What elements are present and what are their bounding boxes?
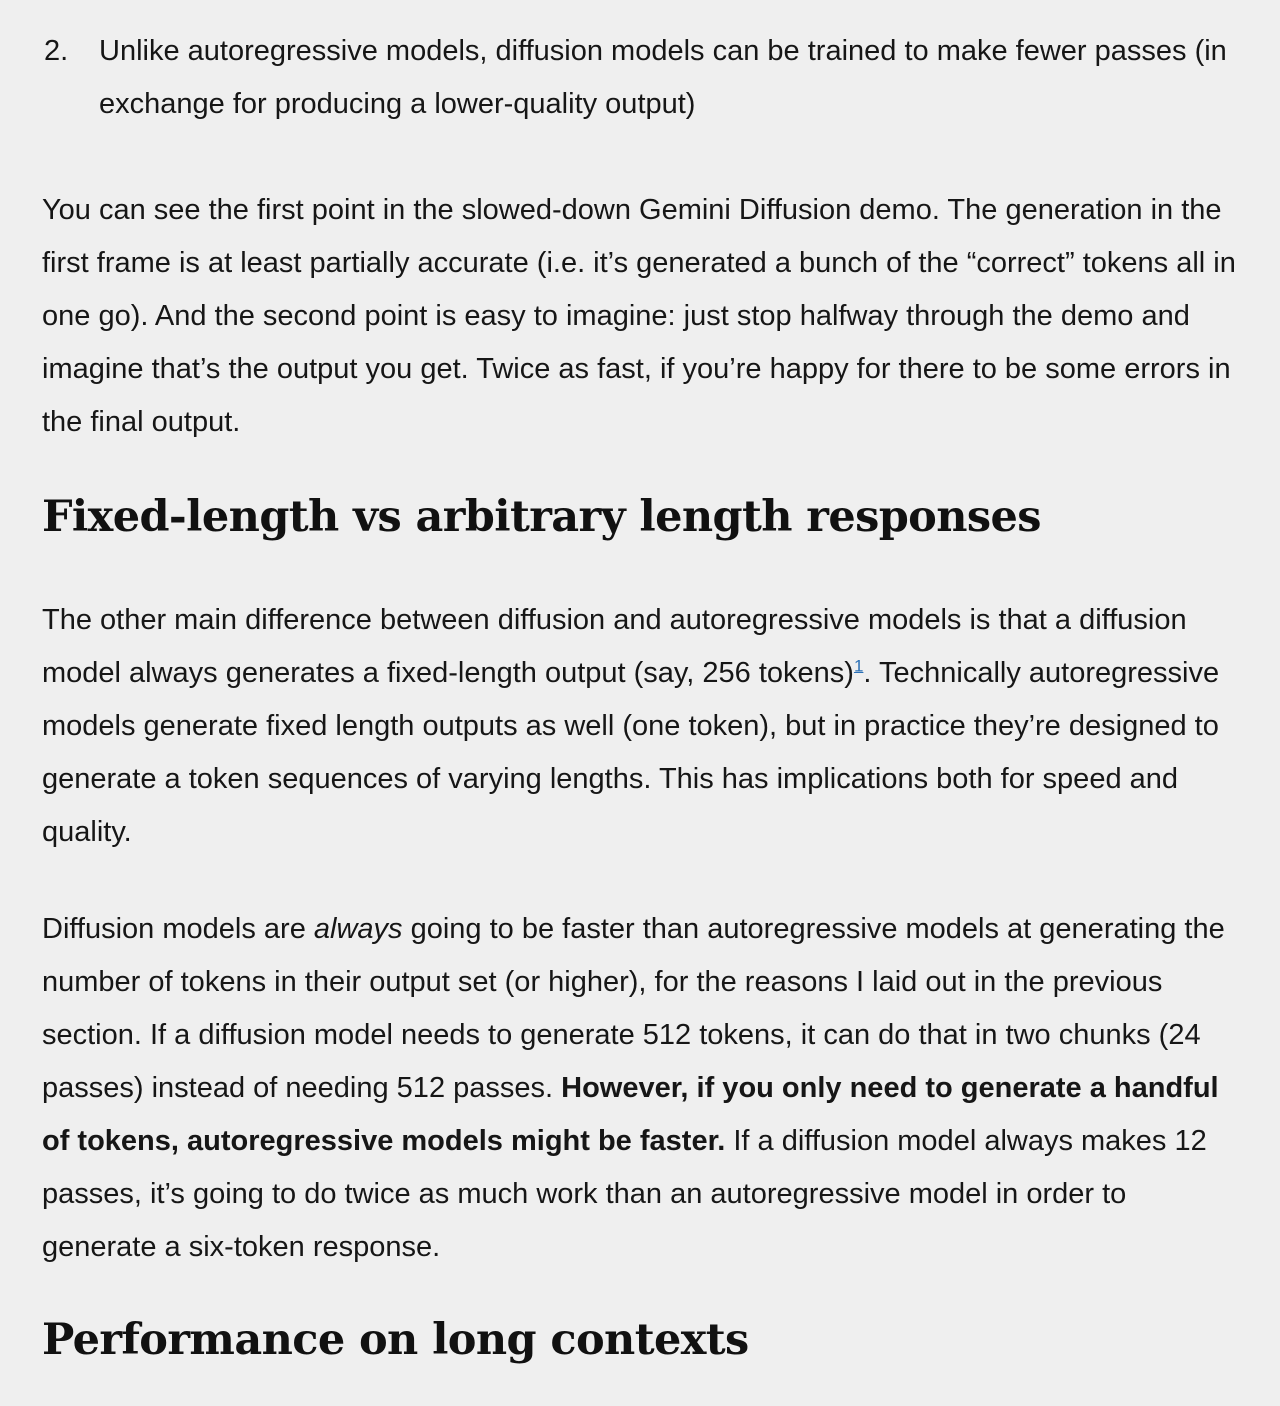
list-item-text: Unlike autoregressive models, diffusion models can be trained to make fewer passes (in exchange for producing a lower-quality output) <box>99 35 1227 120</box>
footnote-link[interactable]: 1 <box>853 656 864 676</box>
paragraph-speed-comparison <box>42 903 1238 1274</box>
heading-fixed-length: Fixed-length vs arbitrary length responses <box>42 492 1041 542</box>
paragraph-gemini-demo: You can see the first point in the slowed-down Gemini Diffusion demo. The generation in the first frame is at least partially accurate (i.e. it’s generated a bunch of the “correct” tokens all in one go). And the second point is easy to imagine: just stop halfway through the demo and imagine that’s the output you get. Twice as fast, if you’re happy for there to be some errors in the final output. <box>42 194 1236 438</box>
paragraph-text: . Technically autoregressive models generate fixed length outputs as well (one token), but in practice they’re designed to generate a token sequences of varying lengths. This has implications both for speed and quality. <box>42 657 1220 848</box>
paragraph-text: If a diffusion model always makes 12 passes, it’s going to do twice as much work than an autoregressive model in order to generate a six-token response. <box>42 1125 1207 1263</box>
emphasis-text: always <box>313 913 403 945</box>
list-item-marker: 2. <box>44 35 69 67</box>
paragraph-text: going to be faster than autoregressive models at generating the number of tokens in their output set (or higher), for the reasons I laid out in the previous section. If a diffusion model needs to generate 512 tokens, it can do that in two chunks (24 passes) instead of needing 512 passes. <box>42 913 1225 1104</box>
paragraph-text: Diffusion models are <box>42 913 314 945</box>
paragraph-text: The other main difference between diffusion and autoregressive models is that a diffusion model always generates a fixed-length output (say, 256 tokens) <box>42 604 1187 689</box>
heading-long-contexts: Performance on long contexts <box>42 1315 749 1365</box>
paragraph-fixed-length-output <box>42 594 1238 859</box>
list-item <box>42 25 1238 131</box>
bold-text: However, if you only need to generate a handful of tokens, autoregressive models might be faster. <box>42 1072 1219 1157</box>
ordered-list <box>42 25 1238 131</box>
